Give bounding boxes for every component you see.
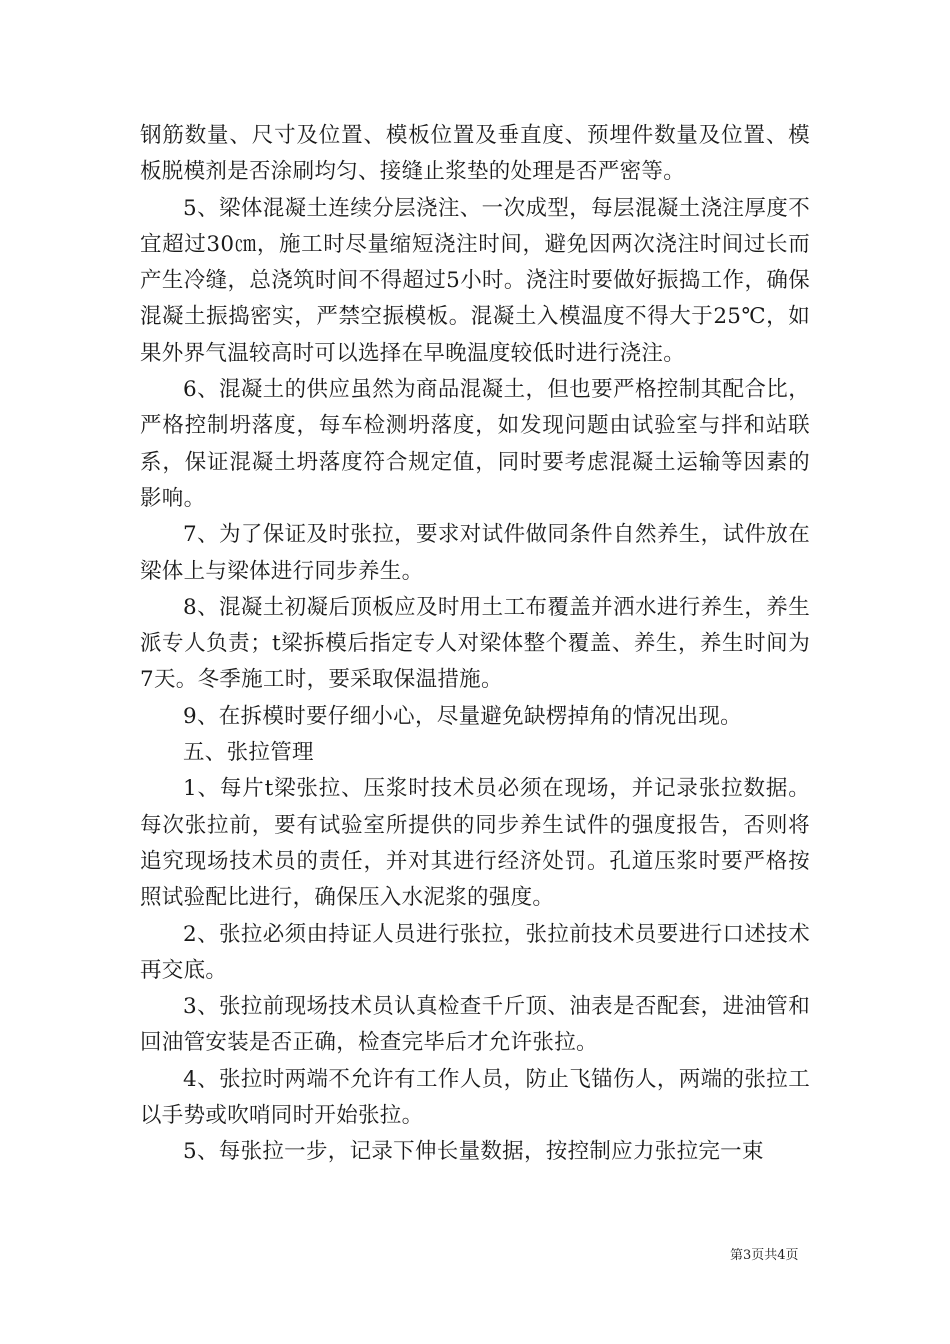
paragraph-3: 6、混凝土的供应虽然为商品混凝土，但也要严格控制其配合比，严格控制坍落度，每车检测坍落度，如发现问题由试验室与拌和站联系，保证混凝土坍落度符合规定值，同时要考虑混凝土运输等因素的影响。: [140, 377, 810, 511]
document-body: [140, 118, 810, 1171]
paragraph-11: 4、张拉时两端不允许有工作人员，防止飞锚伤人，两端的张拉工以手势或吹哨同时开始张拉。: [140, 1066, 810, 1129]
paragraph-4: 7、为了保证及时张拉，要求对试件做同条件自然养生，试件放在梁体上与梁体进行同步养生。: [140, 522, 810, 584]
section-heading: 五、张拉管理: [183, 740, 314, 766]
paragraph-12: 5、每张拉一步，记录下伸长量数据，按控制应力张拉完一束: [183, 1139, 764, 1165]
page-number: 第3页共4页: [730, 1248, 799, 1263]
paragraph-8: 1、每片t梁张拉、压浆时技术员必须在现场，并记录张拉数据。每次张拉前，要有试验室所提供的同步养生试件的强度报告，否则将追究现场技术员的责任，并对其进行经济处罚。孔道压浆时要严格按照试验配比进行，确保压入水泥浆的强度。: [140, 776, 810, 911]
paragraph-6: 9、在拆模时要仔细小心，尽量避免缺楞掉角的情况出现。: [183, 703, 742, 729]
paragraph-1: 钢筋数量、尺寸及位置、模板位置及垂直度、预埋件数量及位置、模板脱模剂是否涂刷均匀、接缝止浆垫的处理是否严密等。: [140, 123, 810, 185]
paragraph-9: 2、张拉必须由持证人员进行张拉，张拉前技术员要进行口述技术再交底。: [140, 921, 810, 983]
paragraph-2: 5、梁体混凝土连续分层浇注、一次成型，每层混凝土浇注厚度不宜超过30㎝，施工时尽量缩短浇注时间，避免因两次浇注时间过长而产生冷缝，总浇筑时间不得超过5小时。浇注时要做好振捣工作，确保混凝土振捣密实，严禁空振模板。混凝土入模温度不得大于25℃，如果外界气温较高时可以选择在早晚温度较低时进行浇注。: [140, 195, 810, 366]
paragraph-10: 3、张拉前现场技术员认真检查千斤顶、油表是否配套，进油管和回油管安装是否正确，检查完毕后才允许张拉。: [140, 994, 810, 1056]
paragraph-5: 8、混凝土初凝后顶板应及时用土工布覆盖并洒水进行养生，养生派专人负责；t梁拆模后指定专人对梁体整个覆盖、养生，养生时间为7天。冬季施工时，要采取保温措施。: [140, 594, 810, 693]
